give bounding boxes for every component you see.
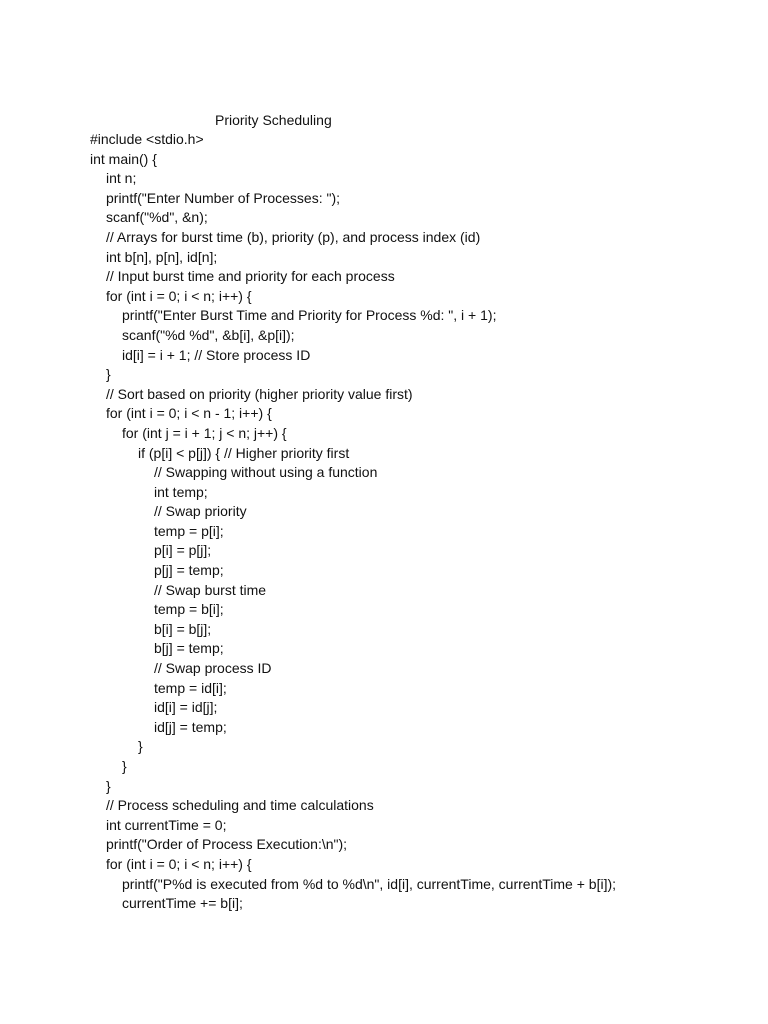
code-line: printf("Enter Burst Time and Priority for Process %d: ", i + 1);: [122, 307, 497, 324]
code-line: }: [106, 366, 111, 383]
code-line: // Arrays for burst time (b), priority (p), and process index (id): [106, 228, 481, 245]
code-line: printf("P%d is executed from %d to %d\n", id[i], currentTime, currentTime + b[i]);: [122, 875, 617, 892]
code-line: b[i] = b[j];: [154, 620, 212, 637]
code-line: p[i] = p[j];: [154, 542, 212, 559]
code-line: for (int i = 0; i < n - 1; i++) {: [106, 405, 272, 422]
code-line: // Swapping without using a function: [154, 464, 378, 481]
code-line: // Swap priority: [154, 503, 247, 520]
code-line: int temp;: [154, 483, 208, 500]
code-line: temp = id[i];: [154, 679, 227, 696]
code-line: temp = p[i];: [154, 522, 224, 539]
code-line: int b[n], p[n], id[n];: [106, 248, 218, 265]
code-line: currentTime += b[i];: [122, 895, 243, 912]
code-line: id[i] = i + 1; // Store process ID: [122, 346, 311, 363]
code-line: // Swap burst time: [154, 581, 267, 598]
code-line: for (int j = i + 1; j < n; j++) {: [122, 424, 287, 441]
code-line: p[j] = temp;: [154, 562, 224, 579]
code-line: }: [122, 758, 127, 774]
code-line: // Input burst time and priority for each process: [106, 268, 395, 285]
code-line: temp = b[i];: [154, 601, 224, 618]
code-listing: [90, 130, 616, 914]
code-line: printf("Order of Process Execution:\n");: [106, 836, 348, 853]
code-line: // Process scheduling and time calculations: [106, 797, 374, 814]
code-line: #include <stdio.h>: [90, 131, 204, 147]
code-line: }: [106, 777, 111, 794]
code-line: for (int i = 0; i < n; i++) {: [106, 855, 252, 872]
code-line: // Sort based on priority (higher priority value first): [106, 385, 413, 402]
code-line: id[i] = id[j];: [154, 699, 218, 716]
code-line: scanf("%d %d", &b[i], &p[i]);: [122, 326, 295, 343]
code-line: if (p[i] < p[j]) { // Higher priority first: [138, 444, 350, 461]
code-line: int currentTime = 0;: [106, 816, 227, 833]
code-line: int main() {: [90, 150, 157, 167]
document-title: Priority Scheduling: [215, 112, 332, 128]
code-line: id[j] = temp;: [154, 718, 227, 735]
code-line: // Swap process ID: [154, 660, 272, 677]
code-line: for (int i = 0; i < n; i++) {: [106, 287, 252, 304]
code-line: int n;: [106, 170, 137, 187]
code-line: }: [138, 738, 143, 755]
code-line: printf("Enter Number of Processes: ");: [106, 189, 341, 206]
code-line: b[j] = temp;: [154, 640, 224, 657]
code-line: scanf("%d", &n);: [106, 209, 208, 226]
